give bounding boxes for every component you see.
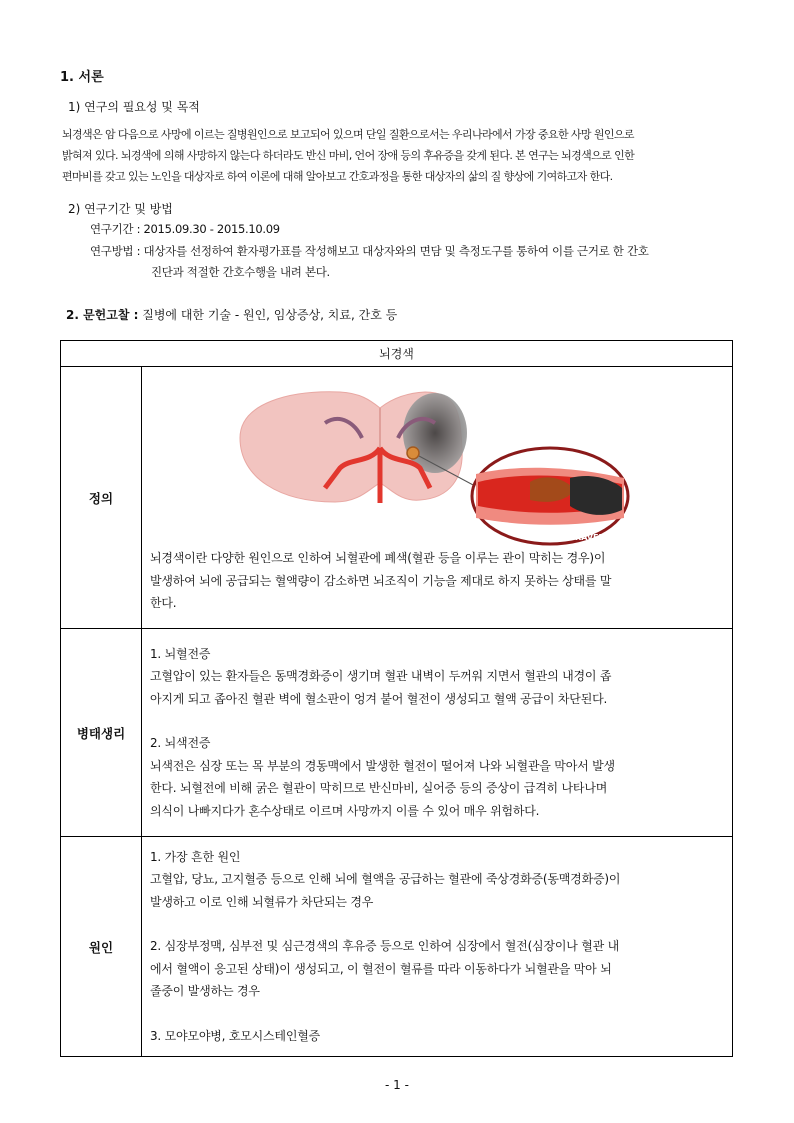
intro-line: 밝혀져 있다. 뇌경색에 의해 사망하지 않는다 하더라도 반신 마비, 언어 장애 등의 후유증을 갖게 된다. 본 연구는 뇌경색으로 인한 <box>62 149 635 162</box>
definition-text <box>150 547 726 623</box>
image-watermark: KAVER <box>575 533 605 543</box>
pathophysiology-label: 병태생리 <box>61 629 142 837</box>
pathophysiology-text <box>150 643 726 823</box>
text-line: 아지게 되고 좁아진 혈관 벽에 혈소판이 엉겨 붙어 혈전이 생성되고 혈액 공급이 차단된다. <box>150 691 608 706</box>
section1-title: 1. 서론 <box>60 70 104 85</box>
text-line: 에서 혈액이 응고된 상태)이 생성되고, 이 혈전이 혈류를 따라 이동하다가 뇌혈관을 막아 뇌 <box>150 961 612 976</box>
text-line: 뇌색전은 심장 또는 목 부분의 경동맥에서 발생한 혈전이 떨어져 나와 뇌혈관을 막아서 발생 <box>150 758 615 773</box>
purpose-subtitle: 1) 연구의 필요성 및 목적 <box>68 100 200 114</box>
pathophysiology-cell <box>142 629 733 837</box>
definition-line: 발생하여 뇌에 공급되는 혈액량이 감소하면 뇌조직이 기능을 제대로 하지 못하는 상태를 말 <box>150 573 612 588</box>
text-line: 의식이 나빠지다가 혼수상태로 이르며 사망까지 이를 수 있어 매우 위험하다. <box>150 803 540 818</box>
cerebral-infarction-diagram <box>230 378 630 548</box>
definition-label: 정의 <box>61 367 142 629</box>
method-subtitle: 2) 연구기간 및 방법 <box>68 202 173 216</box>
research-method-continued: 진단과 적절한 간호수행을 내려 본다. <box>151 265 330 279</box>
text-line: 고혈압, 당뇨, 고지혈증 등으로 인해 뇌에 혈액을 공급하는 혈관에 죽상경화증(동맥경화증)이 <box>150 872 621 887</box>
cause-label: 원인 <box>61 837 142 1057</box>
section2-title <box>66 306 397 323</box>
text-line: 발생하고 이로 인해 뇌혈류가 차단되는 경우 <box>150 894 374 909</box>
disease-table <box>60 340 733 1057</box>
page-number: - 1 - <box>385 1078 409 1092</box>
cause-text <box>150 846 726 1048</box>
definition-cell <box>142 367 733 629</box>
intro-paragraph <box>62 124 738 187</box>
research-period: 연구기간 : 2015.09.30 - 2015.10.09 <box>90 222 280 236</box>
text-line: 고혈압이 있는 환자들은 동맥경화증이 생기며 혈관 내벽이 두꺼워 지면서 혈관의 내경이 좁 <box>150 669 612 684</box>
stroke-illustration <box>150 372 726 547</box>
cause-cell <box>142 837 733 1057</box>
item-title: 2. 뇌색전증 <box>150 736 211 751</box>
item-title: 3. 모야모야병, 호모시스테인혈증 <box>150 1028 320 1043</box>
section2-title-rest: 질병에 대한 기술 - 원인, 임상증상, 치료, 간호 등 <box>138 308 398 322</box>
definition-line: 뇌경색이란 다양한 원인으로 인하여 뇌혈관에 폐색(혈관 등을 이루는 관이 막히는 경우)이 <box>150 551 606 566</box>
item-title: 1. 가장 흔한 원인 <box>150 849 241 864</box>
item-title: 1. 뇌혈전증 <box>150 646 211 661</box>
research-method: 연구방법 : 대상자를 선정하여 환자평가표를 작성해보고 대상자와의 면담 및 측정도구를 통하여 이를 근거로 한 간호 <box>90 244 649 258</box>
section2-title-bold: 2. 문헌고찰 : <box>66 308 139 322</box>
text-line: 2. 심장부정맥, 심부전 및 심근경색의 후유증 등으로 인하여 심장에서 혈전(심장이나 혈관 내 <box>150 939 620 954</box>
intro-line: 뇌경색은 암 다음으로 사망에 이르는 질병원인으로 보고되어 있으며 단일 질환으로서는 우리나라에서 가장 중요한 사망 원인으로 <box>62 128 634 141</box>
table-header: 뇌경색 <box>61 341 733 367</box>
intro-line: 편마비를 갖고 있는 노인을 대상자로 하여 이론에 대해 알아보고 간호과정을 통한 대상자의 삶의 질 향상에 기여하고자 한다. <box>62 170 613 183</box>
text-line: 졸중이 발생하는 경우 <box>150 984 260 999</box>
definition-line: 한다. <box>150 596 177 611</box>
text-line: 한다. 뇌혈전에 비해 굵은 혈관이 막히므로 반신마비, 실어증 등의 증상이 급격히 나타나며 <box>150 781 608 796</box>
